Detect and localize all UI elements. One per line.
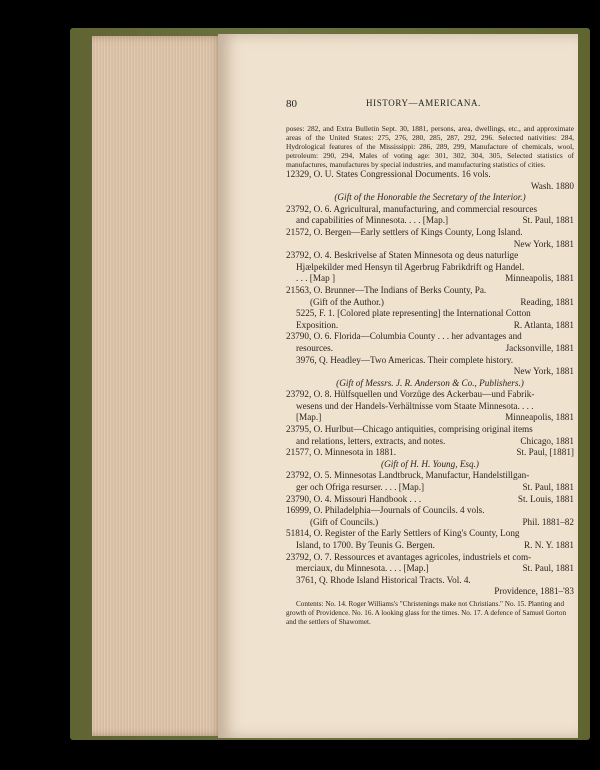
entry-imprint: R. N. Y. 1881 (523, 540, 574, 550)
entry-line: 23792, O. 6. Agricultural, manufacturing, and commercial resources (286, 203, 538, 214)
entry-line: 23795, O. Hurlbut—Chicago antiquities, comprising original items (286, 424, 533, 435)
contents-note: Contents: No. 14. Roger Williams's "Christenings make not Christians." No. 15. Planting and growth of Providence. No. 16. A looking glass for the times. No. 17. A defence of Samuel Gorton and the settlers of Shawomet. (286, 599, 567, 626)
entry-imprint: R. Atlanta, 1881 (513, 319, 574, 330)
entry-line: 51814, O. Register of the Early Settlers of King's County, Long (286, 528, 520, 539)
intro-paragraph: poses: 282, and Extra Bulletin Sept. 30, 1881, persons, area, dwellings, etc., and approximate areas of the United States: 275, 276, 280, 285, 287, 292, 296. Selected nativities: 284, Hydrological features of the Mississippi: 286, 289, 299, Manufacture of chemicals, wool, petroleum: 290, 294, Males of voting age: 301, 302, 304, 305, Selected statistics of manufactures, manufactures by special industries, and manufacturing statistics of cities. (286, 124, 574, 169)
entry-imprint: Reading, 1881 (520, 296, 574, 307)
entry-imprint: Phil. 1881–82 (522, 516, 574, 527)
entry-line (286, 563, 574, 575)
entry-line: New York, 1881 (513, 366, 574, 377)
page-edges (92, 36, 224, 736)
page-title: HISTORY—AMERICANA. (366, 98, 481, 108)
entry-imprint: Jacksonville, 1881 (505, 342, 574, 353)
entry-text: Island, to 1700. By Teunis G. Bergen. (296, 540, 435, 550)
entry-line: 16999, O. Philadelphia—Journals of Councils. 4 vols. (286, 505, 485, 516)
entry-line: 23792, O. 4. Beskrivelse af Staten Minnesota og deus naturlige (286, 250, 519, 261)
page-content (286, 124, 574, 627)
entry-line: 23792, O. 8. Hülfsquellen und Vorzüge des Ackerbau—und Fabrik- (286, 389, 535, 400)
entry-imprint: St. Paul, 1881 (522, 215, 574, 226)
entry-line: 5225, F. 1. [Colored plate representing] the International Cotton (296, 308, 531, 319)
entry-text: and relations, letters, extracts, and notes. (296, 435, 446, 446)
entry-line: (Gift of Messrs. J. R. Anderson & Co., Publishers.) (336, 377, 524, 388)
entry-text: (Gift of the Author.) (310, 296, 384, 307)
entry-line: 21572, O. Bergen—Early settlers of Kings County, Long Island. (286, 226, 523, 237)
entry-text: [Map.] (296, 412, 322, 423)
entry-line: (Gift of H. H. Young, Esq.) (381, 458, 479, 469)
entry-imprint: St. Paul, 1881 (522, 482, 574, 493)
page-number: 80 (286, 98, 297, 110)
entry-line (286, 412, 574, 424)
entry-line (286, 540, 574, 552)
entry-line: 23792, O. 5. Minnesotas Landtbruck, Manufactur, Handelstillgan- (286, 470, 530, 481)
entry-line: 21563, O. Brunner—The Indians of Berks County, Pa. (286, 284, 487, 295)
entry-line: Providence, 1881–'83 (494, 586, 574, 597)
entry-text: (Gift of Councils.) (310, 516, 379, 527)
entry-line (286, 494, 574, 506)
entry-text: . . . [Map ] (296, 273, 336, 284)
entry-line: 12329, O. U. States Congressional Documents. 16 vols. (286, 169, 491, 179)
entry-text: merciaux, du Minnesota. . . . [Map.] (296, 563, 429, 574)
entry-text: and capabilities of Minnesota. . . . [Map.] (296, 215, 449, 226)
entry-line: wesens und der Handels-Verhältnisse vom Staate Minnesota. . . . (296, 400, 534, 411)
entry-line: Hjælpekilder med Hensyn til Agerbrug Fabrikdrift og Handel. (296, 261, 525, 272)
entries-list (286, 169, 574, 598)
entry-text: ger och Ofriga resurser. . . . [Map.] (296, 482, 425, 493)
entry-imprint: Minneapolis, 1881 (505, 273, 574, 284)
entry-text: 23790, O. 4. Missouri Handbook . . . (286, 493, 422, 504)
entry-line (286, 297, 574, 309)
entry-line: 3761, Q. Rhode Island Historical Tracts. Vol. 4. (296, 574, 471, 585)
entry-line (286, 215, 574, 227)
entry-text: Exposition. (296, 319, 339, 330)
entry-text: 21577, O. Minnesota in 1881. (286, 447, 396, 458)
entry-line (286, 273, 574, 285)
entry-imprint: Chicago, 1881 (520, 435, 574, 446)
entry-line: (Gift of the Honorable the Secretary of the Interior.) (334, 192, 526, 203)
entry-line: 23792, O. 7. Ressources et avantages agricoles, industriels et com- (286, 551, 532, 562)
entry-line (286, 436, 574, 448)
entry-imprint: St. Paul, 1881 (522, 563, 574, 574)
entry-text: resources. (296, 342, 333, 353)
entry-imprint: Minneapolis, 1881 (505, 412, 574, 423)
entry-line (286, 320, 574, 332)
entry-line: New York, 1881 (513, 238, 574, 249)
entry-line (286, 517, 574, 529)
entry-line: 3976, Q. Headley—Two Americas. Their complete history. (296, 354, 513, 365)
entry-imprint: St. Louis, 1881 (517, 493, 574, 504)
entry-line: 23790, O. 6. Florida—Columbia County . . . her advantages and (286, 331, 522, 342)
entry-imprint: St. Paul, [1881] (516, 447, 574, 458)
entry-line (286, 343, 574, 355)
entry-line (286, 447, 574, 459)
entry-line: Wash. 1880 (530, 180, 574, 191)
entry-line (286, 482, 574, 494)
